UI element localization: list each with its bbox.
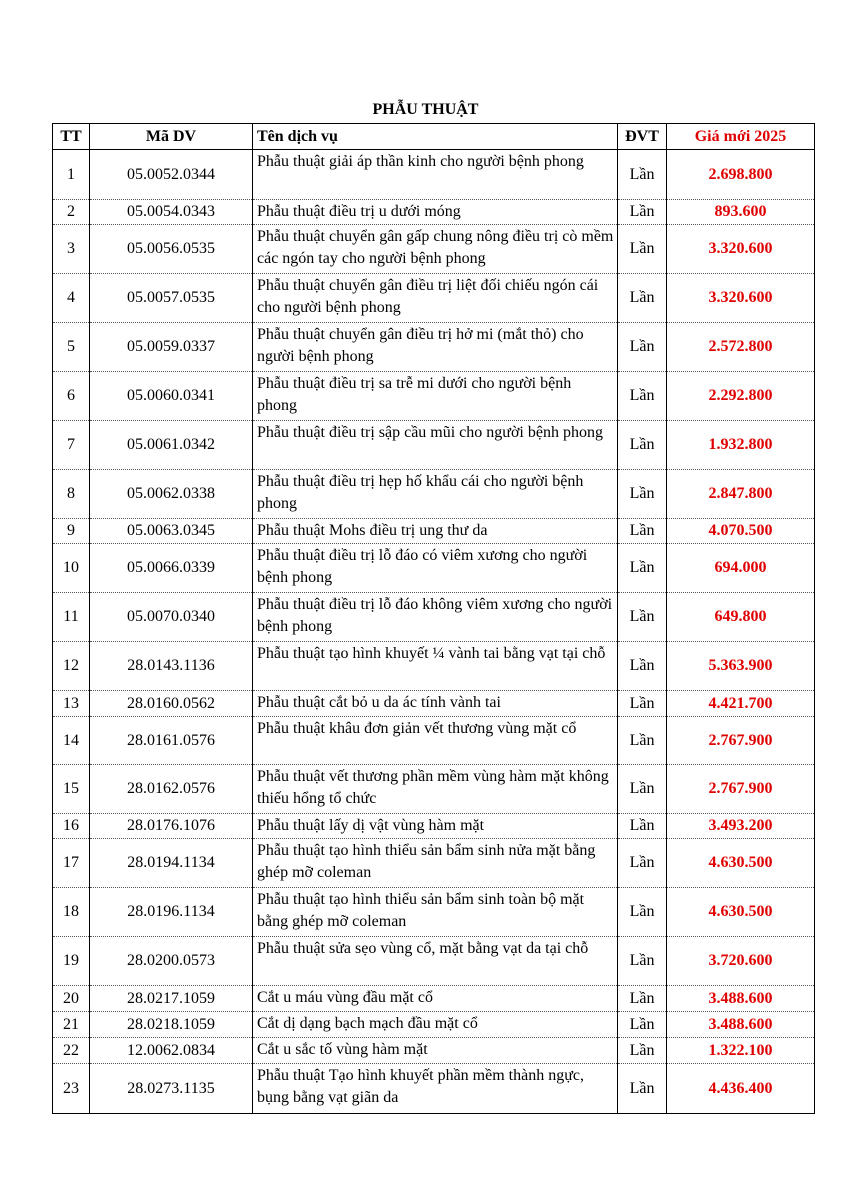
- cell-tt: 12: [53, 642, 90, 691]
- cell-tt: 16: [53, 814, 90, 839]
- cell-dvt: Lần: [618, 519, 667, 544]
- cell-ma-dv: 28.0160.0562: [90, 691, 253, 717]
- cell-ten-dich-vu: Phẫu thuật điều trị lỗ đáo không viêm xương cho người bệnh phong: [253, 593, 618, 642]
- cell-dvt: Lần: [618, 200, 667, 225]
- cell-ma-dv: 05.0070.0340: [90, 593, 253, 642]
- cell-dvt: Lần: [618, 814, 667, 839]
- table-row: [53, 593, 815, 642]
- cell-ten-dich-vu: Cắt dị dạng bạch mạch đầu mặt cổ: [253, 1012, 618, 1038]
- cell-ten-dich-vu: Cắt u máu vùng đầu mặt cổ: [253, 986, 618, 1012]
- cell-tt: 13: [53, 691, 90, 717]
- cell-gia: 2.767.900: [667, 765, 815, 814]
- table-row: [53, 691, 815, 717]
- cell-tt: 4: [53, 274, 90, 323]
- cell-tt: 3: [53, 225, 90, 274]
- table-row: [53, 225, 815, 274]
- cell-gia: 4.436.400: [667, 1064, 815, 1114]
- cell-dvt: Lần: [618, 986, 667, 1012]
- table-row: [53, 937, 815, 986]
- table-row: [53, 372, 815, 421]
- cell-gia: 4.421.700: [667, 691, 815, 717]
- cell-ten-dich-vu: Phẫu thuật cắt bỏ u da ác tính vành tai: [253, 691, 618, 717]
- table-row: [53, 274, 815, 323]
- cell-dvt: Lần: [618, 717, 667, 765]
- header-ma-dv: Mã DV: [90, 124, 253, 150]
- cell-dvt: Lần: [618, 150, 667, 200]
- table-row: [53, 519, 815, 544]
- header-ten-dich-vu: Tên dịch vụ: [253, 124, 618, 150]
- cell-gia: 3.720.600: [667, 937, 815, 986]
- cell-ma-dv: 05.0061.0342: [90, 421, 253, 470]
- cell-tt: 15: [53, 765, 90, 814]
- cell-dvt: Lần: [618, 421, 667, 470]
- table-row: [53, 150, 815, 200]
- table-row: [53, 642, 815, 691]
- cell-ten-dich-vu: Phẫu thuật sửa sẹo vùng cổ, mặt bằng vạt da tại chỗ: [253, 937, 618, 986]
- cell-tt: 5: [53, 323, 90, 372]
- cell-ma-dv: 05.0060.0341: [90, 372, 253, 421]
- cell-tt: 17: [53, 839, 90, 888]
- cell-ma-dv: 05.0063.0345: [90, 519, 253, 544]
- table-row: [53, 814, 815, 839]
- cell-ten-dich-vu: Phẫu thuật khâu đơn giản vết thương vùng mặt cổ: [253, 717, 618, 765]
- cell-dvt: Lần: [618, 1038, 667, 1064]
- header-gia-moi: Giá mới 2025: [667, 124, 815, 150]
- cell-gia: 5.363.900: [667, 642, 815, 691]
- cell-ten-dich-vu: Phẫu thuật Tạo hình khuyết phần mềm thành ngực, bụng bằng vạt giãn da: [253, 1064, 618, 1114]
- cell-dvt: Lần: [618, 839, 667, 888]
- cell-tt: 2: [53, 200, 90, 225]
- cell-ten-dich-vu: Phẫu thuật tạo hình thiểu sản bẩm sinh nửa mặt bằng ghép mỡ coleman: [253, 839, 618, 888]
- cell-gia: 649.800: [667, 593, 815, 642]
- cell-ten-dich-vu: Phẫu thuật chuyển gân gấp chung nông điều trị cò mềm các ngón tay cho người bệnh phong: [253, 225, 618, 274]
- cell-ma-dv: 28.0176.1076: [90, 814, 253, 839]
- cell-gia: 2.698.800: [667, 150, 815, 200]
- cell-tt: 19: [53, 937, 90, 986]
- cell-ten-dich-vu: Cắt u sắc tố vùng hàm mặt: [253, 1038, 618, 1064]
- table-header-row: [53, 124, 815, 150]
- cell-gia: 3.488.600: [667, 986, 815, 1012]
- table-row: [53, 839, 815, 888]
- cell-gia: 4.070.500: [667, 519, 815, 544]
- table-row: [53, 765, 815, 814]
- cell-dvt: Lần: [618, 937, 667, 986]
- table-row: [53, 1012, 815, 1038]
- cell-ten-dich-vu: Phẫu thuật điều trị u dưới móng: [253, 200, 618, 225]
- cell-gia: 2.292.800: [667, 372, 815, 421]
- cell-ma-dv: 05.0059.0337: [90, 323, 253, 372]
- cell-ten-dich-vu: Phẫu thuật điều trị sập cầu mũi cho người bệnh phong: [253, 421, 618, 470]
- cell-ma-dv: 28.0200.0573: [90, 937, 253, 986]
- cell-gia: 1.322.100: [667, 1038, 815, 1064]
- cell-ten-dich-vu: Phẫu thuật chuyển gân điều trị liệt đối chiếu ngón cái cho người bệnh phong: [253, 274, 618, 323]
- cell-ten-dich-vu: Phẫu thuật chuyển gân điều trị hở mi (mắt thỏ) cho người bệnh phong: [253, 323, 618, 372]
- cell-tt: 6: [53, 372, 90, 421]
- cell-dvt: Lần: [618, 470, 667, 519]
- cell-gia: 3.320.600: [667, 225, 815, 274]
- cell-gia: 4.630.500: [667, 839, 815, 888]
- table-row: [53, 323, 815, 372]
- cell-dvt: Lần: [618, 642, 667, 691]
- cell-ma-dv: 28.0273.1135: [90, 1064, 253, 1114]
- cell-ma-dv: 05.0052.0344: [90, 150, 253, 200]
- cell-ten-dich-vu: Phẫu thuật tạo hình thiểu sản bẩm sinh toàn bộ mặt bằng ghép mỡ coleman: [253, 888, 618, 937]
- cell-dvt: Lần: [618, 323, 667, 372]
- cell-tt: 11: [53, 593, 90, 642]
- cell-tt: 7: [53, 421, 90, 470]
- table-row: [53, 544, 815, 593]
- cell-ten-dich-vu: Phẫu thuật điều trị lỗ đáo có viêm xương cho người bệnh phong: [253, 544, 618, 593]
- cell-tt: 23: [53, 1064, 90, 1114]
- cell-tt: 18: [53, 888, 90, 937]
- cell-tt: 22: [53, 1038, 90, 1064]
- cell-ma-dv: 28.0161.0576: [90, 717, 253, 765]
- table-row: [53, 421, 815, 470]
- cell-dvt: Lần: [618, 691, 667, 717]
- page-title: PHẪU THUẬT: [372, 101, 479, 118]
- header-tt: TT: [53, 124, 90, 150]
- cell-tt: 9: [53, 519, 90, 544]
- table-row: [53, 717, 815, 765]
- cell-ma-dv: 05.0056.0535: [90, 225, 253, 274]
- cell-dvt: Lần: [618, 274, 667, 323]
- cell-gia: 694.000: [667, 544, 815, 593]
- cell-ma-dv: 28.0196.1134: [90, 888, 253, 937]
- cell-gia: 3.488.600: [667, 1012, 815, 1038]
- cell-ma-dv: 28.0217.1059: [90, 986, 253, 1012]
- cell-dvt: Lần: [618, 372, 667, 421]
- cell-gia: 2.847.800: [667, 470, 815, 519]
- cell-gia: 4.630.500: [667, 888, 815, 937]
- cell-dvt: Lần: [618, 225, 667, 274]
- cell-ma-dv: 05.0054.0343: [90, 200, 253, 225]
- cell-tt: 10: [53, 544, 90, 593]
- table-row: [53, 1064, 815, 1114]
- cell-dvt: Lần: [618, 765, 667, 814]
- cell-ten-dich-vu: Phẫu thuật vết thương phần mềm vùng hàm mặt không thiếu hổng tổ chức: [253, 765, 618, 814]
- cell-ten-dich-vu: Phẫu thuật lấy dị vật vùng hàm mặt: [253, 814, 618, 839]
- cell-ma-dv: 05.0062.0338: [90, 470, 253, 519]
- cell-ma-dv: 05.0066.0339: [90, 544, 253, 593]
- table-row: [53, 986, 815, 1012]
- cell-ma-dv: 28.0218.1059: [90, 1012, 253, 1038]
- cell-ten-dich-vu: Phẫu thuật điều trị hẹp hố khẩu cái cho người bệnh phong: [253, 470, 618, 519]
- cell-gia: 1.932.800: [667, 421, 815, 470]
- cell-gia: 893.600: [667, 200, 815, 225]
- table-row: [53, 470, 815, 519]
- cell-ten-dich-vu: Phẫu thuật điều trị sa trễ mi dưới cho người bệnh phong: [253, 372, 618, 421]
- cell-ma-dv: 05.0057.0535: [90, 274, 253, 323]
- cell-ma-dv: 28.0143.1136: [90, 642, 253, 691]
- cell-ten-dich-vu: Phẫu thuật Mohs điều trị ung thư da: [253, 519, 618, 544]
- cell-tt: 21: [53, 1012, 90, 1038]
- cell-ten-dich-vu: Phẫu thuật tạo hình khuyết ¼ vành tai bằng vạt tại chỗ: [253, 642, 618, 691]
- cell-tt: 8: [53, 470, 90, 519]
- table-row: [53, 200, 815, 225]
- cell-dvt: Lần: [618, 593, 667, 642]
- table-row: [53, 888, 815, 937]
- cell-tt: 20: [53, 986, 90, 1012]
- cell-ma-dv: 28.0162.0576: [90, 765, 253, 814]
- cell-dvt: Lần: [618, 888, 667, 937]
- cell-ma-dv: 28.0194.1134: [90, 839, 253, 888]
- price-table: [52, 123, 815, 1114]
- cell-gia: 3.493.200: [667, 814, 815, 839]
- cell-ma-dv: 12.0062.0834: [90, 1038, 253, 1064]
- table-row: [53, 1038, 815, 1064]
- cell-ten-dich-vu: Phẫu thuật giải áp thần kinh cho người bệnh phong: [253, 150, 618, 200]
- cell-dvt: Lần: [618, 544, 667, 593]
- cell-dvt: Lần: [618, 1064, 667, 1114]
- cell-gia: 3.320.600: [667, 274, 815, 323]
- cell-dvt: Lần: [618, 1012, 667, 1038]
- cell-tt: 14: [53, 717, 90, 765]
- header-dvt: ĐVT: [618, 124, 667, 150]
- cell-gia: 2.767.900: [667, 717, 815, 765]
- cell-tt: 1: [53, 150, 90, 200]
- cell-gia: 2.572.800: [667, 323, 815, 372]
